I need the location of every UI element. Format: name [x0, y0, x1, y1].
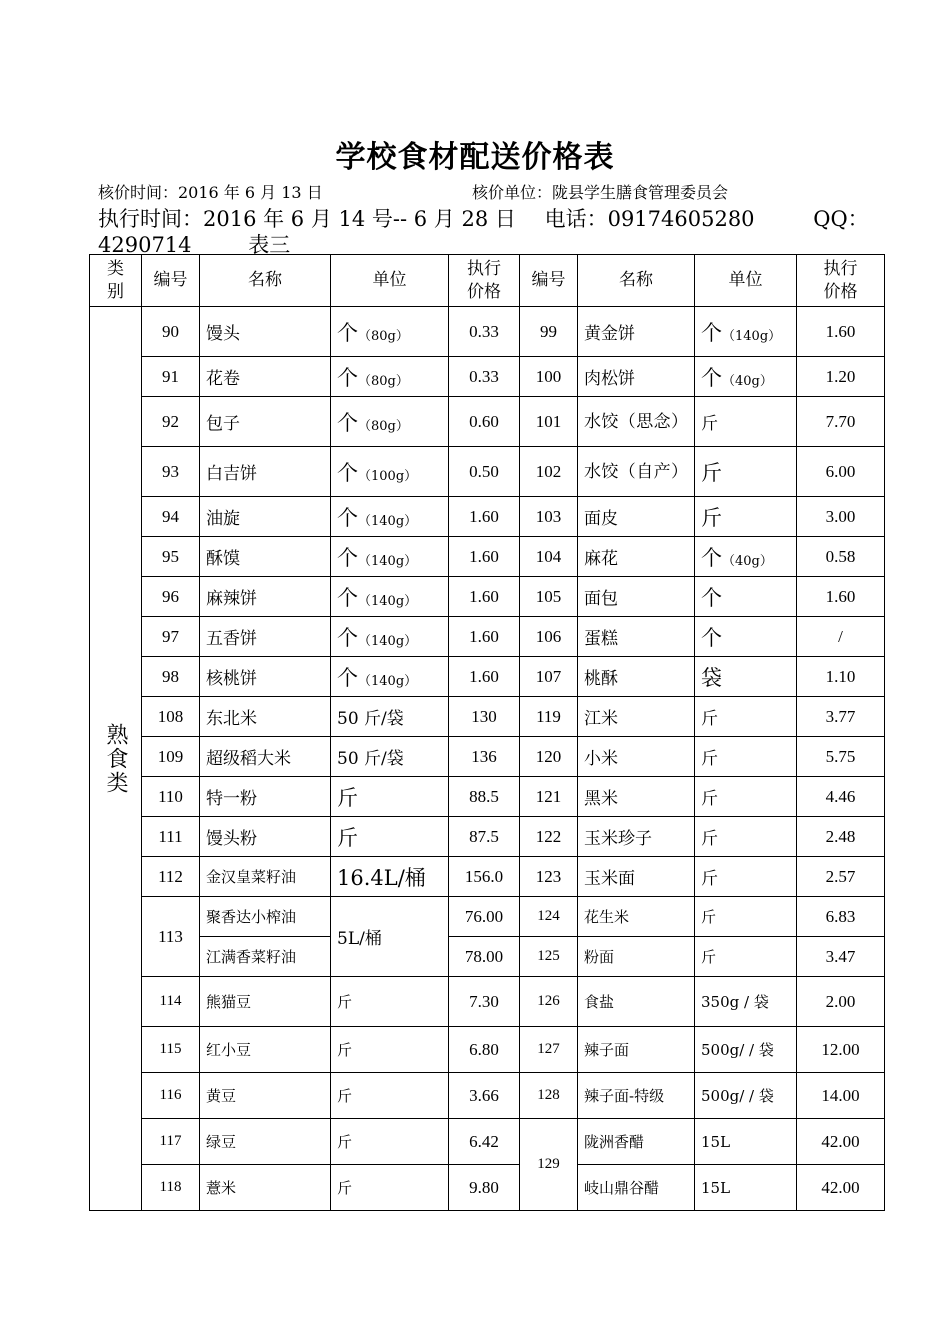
right-price: 1.60	[797, 307, 885, 357]
left-name: 白吉饼	[200, 447, 331, 497]
left-name: 馒头	[200, 307, 331, 357]
left-unit: 斤	[331, 1073, 449, 1119]
right-unit: 斤	[695, 937, 797, 977]
right-name: 岐山鼎谷醋	[578, 1165, 695, 1211]
left-price: 76.00	[449, 897, 520, 937]
col-name-left: 名称	[200, 255, 331, 307]
unit-sub: 斤	[701, 869, 718, 889]
right-code: 128	[520, 1073, 578, 1119]
left-price: 9.80	[449, 1165, 520, 1211]
left-code: 117	[142, 1119, 200, 1165]
left-price: 156.0	[449, 857, 520, 897]
unit-sub: （80g）	[358, 328, 409, 344]
left-code: 115	[142, 1027, 200, 1073]
unit-main: 个	[337, 460, 358, 485]
col-price-left: 执行价格	[449, 255, 520, 307]
left-code: 93	[142, 447, 200, 497]
unit-main: 个	[337, 410, 358, 435]
right-unit	[695, 737, 797, 777]
right-unit	[695, 577, 797, 617]
right-price: 2.57	[797, 857, 885, 897]
left-name: 包子	[200, 397, 331, 447]
category-cell	[90, 307, 142, 1211]
left-code: 116	[142, 1073, 200, 1119]
right-price: 1.60	[797, 577, 885, 617]
unit-main: 个	[337, 320, 358, 345]
left-code: 111	[142, 817, 200, 857]
right-code: 101	[520, 397, 578, 447]
left-name: 熊猫豆	[200, 977, 331, 1027]
unit-sub: 50 斤/袋	[337, 709, 404, 729]
unit-main: 斤	[337, 825, 358, 850]
left-code: 90	[142, 307, 200, 357]
table-row	[90, 537, 885, 577]
unit-sub: （100g）	[358, 468, 418, 484]
table-row	[90, 817, 885, 857]
right-unit: 15L	[695, 1119, 797, 1165]
table-row	[90, 1027, 885, 1073]
left-unit	[331, 447, 449, 497]
left-price: 1.60	[449, 657, 520, 697]
right-price: 7.70	[797, 397, 885, 447]
right-code: 103	[520, 497, 578, 537]
right-price: 14.00	[797, 1073, 885, 1119]
unit-sub: 50 斤/袋	[337, 749, 404, 769]
right-name: 辣子面	[578, 1027, 695, 1073]
unit-sub: 斤	[701, 414, 718, 434]
right-price: 5.75	[797, 737, 885, 777]
right-unit: 350g / 袋	[695, 977, 797, 1027]
table-row	[90, 447, 885, 497]
right-price: 6.83	[797, 897, 885, 937]
table-row	[90, 1165, 885, 1211]
right-price: 12.00	[797, 1027, 885, 1073]
unit-sub: （140g）	[722, 328, 782, 344]
left-code: 110	[142, 777, 200, 817]
right-code: 102	[520, 447, 578, 497]
left-unit	[331, 737, 449, 777]
unit-sub: （80g）	[358, 418, 409, 434]
left-unit	[331, 817, 449, 857]
left-name: 聚香达小榨油	[200, 897, 331, 937]
table-row	[90, 977, 885, 1027]
table-row	[90, 357, 885, 397]
table-row	[90, 857, 885, 897]
table-row	[90, 1119, 885, 1165]
left-code: 112	[142, 857, 200, 897]
left-name: 酥馍	[200, 537, 331, 577]
table-row	[90, 1073, 885, 1119]
col-unit-left: 单位	[331, 255, 449, 307]
price-table	[89, 254, 885, 1211]
table-row	[90, 737, 885, 777]
right-name: 玉米珍子	[578, 817, 695, 857]
right-code: 121	[520, 777, 578, 817]
right-name: 食盐	[578, 977, 695, 1027]
page-title: 学校食材配送价格表	[335, 140, 615, 175]
right-unit: 500g/ / 袋	[695, 1027, 797, 1073]
table-row	[90, 397, 885, 447]
right-name: 玉米面	[578, 857, 695, 897]
table-row	[90, 897, 885, 937]
right-name: 江米	[578, 697, 695, 737]
left-name: 薏米	[200, 1165, 331, 1211]
unit-main: 斤	[337, 785, 358, 810]
right-code: 105	[520, 577, 578, 617]
table-row	[90, 617, 885, 657]
unit-sub: 斤	[701, 789, 718, 809]
right-price: 2.48	[797, 817, 885, 857]
left-price: 0.33	[449, 307, 520, 357]
left-price: 3.66	[449, 1073, 520, 1119]
right-code: 104	[520, 537, 578, 577]
right-unit	[695, 857, 797, 897]
unit-main: 个	[701, 320, 722, 345]
unit-main: 个	[337, 665, 358, 690]
right-code: 125	[520, 937, 578, 977]
right-unit	[695, 397, 797, 447]
left-name: 绿豆	[200, 1119, 331, 1165]
left-code: 96	[142, 577, 200, 617]
right-price: 42.00	[797, 1119, 885, 1165]
right-unit: 15L	[695, 1165, 797, 1211]
unit-main: 个	[337, 545, 358, 570]
right-code: 106	[520, 617, 578, 657]
left-unit: 斤	[331, 977, 449, 1027]
unit-main: 个	[701, 625, 722, 650]
unit-main: 个	[337, 625, 358, 650]
left-unit: 斤	[331, 1119, 449, 1165]
unit-sub: （40g）	[722, 373, 773, 389]
left-price: 78.00	[449, 937, 520, 977]
left-price: 0.60	[449, 397, 520, 447]
right-name: 陇洲香醋	[578, 1119, 695, 1165]
left-price: 1.60	[449, 537, 520, 577]
exec-time: 执行时间：2016 年 6 月 14 号-- 6 月 28 日	[98, 207, 516, 231]
right-unit	[695, 617, 797, 657]
left-name: 黄豆	[200, 1073, 331, 1119]
left-price: 1.60	[449, 497, 520, 537]
right-code: 107	[520, 657, 578, 697]
unit-sub: （40g）	[722, 553, 773, 569]
left-code: 95	[142, 537, 200, 577]
col-price-right: 执行价格	[797, 255, 885, 307]
right-code: 99	[520, 307, 578, 357]
left-price: 88.5	[449, 777, 520, 817]
left-code: 109	[142, 737, 200, 777]
left-unit	[331, 857, 449, 897]
right-price: 3.00	[797, 497, 885, 537]
left-name: 红小豆	[200, 1027, 331, 1073]
right-name: 水饺（自产）	[578, 447, 695, 497]
left-price: 7.30	[449, 977, 520, 1027]
left-unit	[331, 697, 449, 737]
right-name: 小米	[578, 737, 695, 777]
left-code: 113	[142, 897, 200, 977]
unit-main: 16.4L/桶	[337, 865, 426, 890]
table-number: 表三	[248, 233, 291, 257]
right-price: 1.10	[797, 657, 885, 697]
left-code: 92	[142, 397, 200, 447]
right-price: 3.47	[797, 937, 885, 977]
left-name: 特一粉	[200, 777, 331, 817]
unit-sub: （80g）	[358, 373, 409, 389]
header-row	[90, 255, 885, 307]
left-price: 1.60	[449, 617, 520, 657]
left-code: 98	[142, 657, 200, 697]
right-price: 3.77	[797, 697, 885, 737]
col-code-right: 编号	[520, 255, 578, 307]
left-unit	[331, 657, 449, 697]
left-code: 118	[142, 1165, 200, 1211]
table-row	[90, 657, 885, 697]
unit-main: 斤	[701, 505, 722, 530]
right-name: 麻花	[578, 537, 695, 577]
table-row	[90, 497, 885, 537]
left-code: 94	[142, 497, 200, 537]
col-name-right: 名称	[578, 255, 695, 307]
phone: 电话：09174605280	[544, 207, 755, 231]
table-row	[90, 697, 885, 737]
left-price: 0.50	[449, 447, 520, 497]
right-code: 120	[520, 737, 578, 777]
table-row	[90, 777, 885, 817]
unit-sub: （140g）	[358, 633, 418, 649]
left-name: 麻辣饼	[200, 577, 331, 617]
right-code: 127	[520, 1027, 578, 1073]
left-name: 金汉皇菜籽油	[200, 857, 331, 897]
right-name: 面包	[578, 577, 695, 617]
unit-main: 个	[337, 365, 358, 390]
right-unit	[695, 307, 797, 357]
col-unit-right: 单位	[695, 255, 797, 307]
left-name: 江满香菜籽油	[200, 937, 331, 977]
left-name: 五香饼	[200, 617, 331, 657]
right-code: 124	[520, 897, 578, 937]
left-price: 6.80	[449, 1027, 520, 1073]
category-label: 熟食类	[103, 722, 128, 795]
right-unit	[695, 537, 797, 577]
left-name: 核桃饼	[200, 657, 331, 697]
left-price: 6.42	[449, 1119, 520, 1165]
right-name: 辣子面-特级	[578, 1073, 695, 1119]
right-code: 126	[520, 977, 578, 1027]
check-date: 核价时间：2016 年 6 月 13 日	[98, 183, 323, 202]
left-unit	[331, 497, 449, 537]
qq-label: QQ：	[813, 207, 869, 231]
right-name: 粉面	[578, 937, 695, 977]
left-unit	[331, 617, 449, 657]
table-row	[90, 307, 885, 357]
right-code: 123	[520, 857, 578, 897]
right-code: 129	[520, 1119, 578, 1211]
unit-sub: （140g）	[358, 513, 418, 529]
left-price: 130	[449, 697, 520, 737]
table-row	[90, 577, 885, 617]
right-unit	[695, 497, 797, 537]
right-code: 119	[520, 697, 578, 737]
left-name: 馒头粉	[200, 817, 331, 857]
right-unit: 斤	[695, 897, 797, 937]
left-code: 97	[142, 617, 200, 657]
right-name: 花生米	[578, 897, 695, 937]
left-unit: 斤	[331, 1027, 449, 1073]
unit-sub: 斤	[701, 829, 718, 849]
right-price: 6.00	[797, 447, 885, 497]
right-name: 肉松饼	[578, 357, 695, 397]
unit-main: 个	[337, 505, 358, 530]
left-price: 136	[449, 737, 520, 777]
left-name: 东北米	[200, 697, 331, 737]
qq-number: 4290714	[98, 233, 192, 257]
right-name: 黑米	[578, 777, 695, 817]
right-name: 桃酥	[578, 657, 695, 697]
right-name: 黄金饼	[578, 307, 695, 357]
right-unit	[695, 447, 797, 497]
unit-main: 个	[337, 585, 358, 610]
left-code: 91	[142, 357, 200, 397]
unit-sub: 斤	[701, 749, 718, 769]
unit-sub: （140g）	[358, 593, 418, 609]
unit-main: 个	[701, 585, 722, 610]
left-name: 超级稻大米	[200, 737, 331, 777]
left-unit	[331, 307, 449, 357]
left-unit	[331, 397, 449, 447]
right-unit: 500g/ / 袋	[695, 1073, 797, 1119]
right-price: 0.58	[797, 537, 885, 577]
col-category: 类别	[90, 255, 142, 307]
right-price: /	[797, 617, 885, 657]
right-unit	[695, 817, 797, 857]
left-unit	[331, 357, 449, 397]
left-price: 0.33	[449, 357, 520, 397]
right-name: 水饺（思念）	[578, 397, 695, 447]
unit-main: 斤	[701, 460, 722, 485]
left-unit	[331, 777, 449, 817]
col-code-left: 编号	[142, 255, 200, 307]
unit-sub: 斤	[701, 709, 718, 729]
left-name: 花卷	[200, 357, 331, 397]
right-name: 面皮	[578, 497, 695, 537]
left-name: 油旋	[200, 497, 331, 537]
right-unit	[695, 357, 797, 397]
right-unit	[695, 777, 797, 817]
right-code: 122	[520, 817, 578, 857]
right-code: 100	[520, 357, 578, 397]
left-code: 114	[142, 977, 200, 1027]
right-price: 42.00	[797, 1165, 885, 1211]
left-price: 1.60	[449, 577, 520, 617]
right-unit	[695, 697, 797, 737]
left-code: 108	[142, 697, 200, 737]
right-name: 蛋糕	[578, 617, 695, 657]
unit-sub: （140g）	[358, 673, 418, 689]
unit-main: 个	[701, 365, 722, 390]
left-unit	[331, 537, 449, 577]
unit-main: 个	[701, 545, 722, 570]
left-unit: 5L/桶	[331, 897, 449, 977]
right-unit	[695, 657, 797, 697]
right-price: 1.20	[797, 357, 885, 397]
unit-main: 袋	[701, 665, 722, 690]
left-unit	[331, 577, 449, 617]
right-price: 2.00	[797, 977, 885, 1027]
table-row	[90, 937, 885, 977]
left-price: 87.5	[449, 817, 520, 857]
left-unit: 斤	[331, 1165, 449, 1211]
unit-sub: （140g）	[358, 553, 418, 569]
check-unit: 核价单位：陇县学生膳食管理委员会	[472, 183, 729, 202]
right-price: 4.46	[797, 777, 885, 817]
